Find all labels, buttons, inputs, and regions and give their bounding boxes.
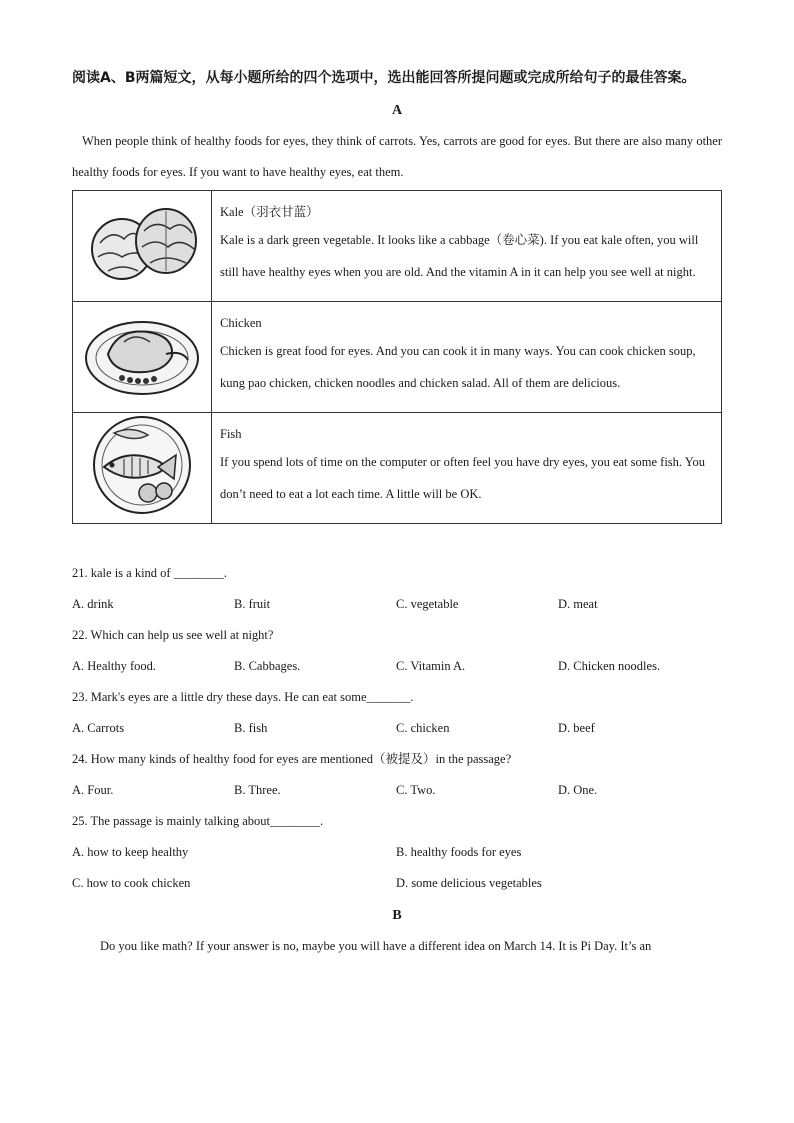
question-25-options-row-2 <box>72 868 722 899</box>
option-a: A. Healthy food. <box>72 659 157 673</box>
food-name-chicken: Chicken <box>220 316 262 330</box>
question-25-options-row-1 <box>72 837 722 868</box>
option-a: A. Four. <box>72 783 114 797</box>
section-a-intro: When people think of healthy foods for eyes, they think of carrots. Yes, carrots are good for eyes. But there are also many other healthy foods for eyes. If you want to have healthy eyes, eat them. <box>72 134 722 179</box>
fish-icon <box>78 413 206 517</box>
kale-picture-cell <box>73 191 212 302</box>
kale-icon <box>78 191 206 291</box>
foods-table <box>72 190 722 524</box>
option-c: C. chicken <box>396 721 450 735</box>
option-c: C. vegetable <box>396 597 459 611</box>
fish-text-cell <box>212 413 722 524</box>
exam-page <box>72 62 722 962</box>
chicken-picture-cell <box>73 302 212 413</box>
question-list <box>72 558 722 899</box>
question-24-stem: 24. How many kinds of healthy food for eyes are mentioned（被提及）in the passage? <box>72 752 512 766</box>
food-text-fish: If you spend lots of time on the computer or often feel you have dry eyes, you eat some fish. You don’t need to eat a lot each time. A little will be OK. <box>220 455 705 501</box>
question-22-options <box>72 651 722 682</box>
option-a: A. Carrots <box>72 721 125 735</box>
kale-text-cell <box>212 191 722 302</box>
food-row-chicken <box>73 302 722 413</box>
section-a-title: A <box>391 103 403 118</box>
food-name-fish: Fish <box>220 427 242 441</box>
question-24-options <box>72 775 722 806</box>
option-c: C. how to cook chicken <box>72 876 191 890</box>
chicken-text-cell <box>212 302 722 413</box>
option-d: D. some delicious vegetables <box>396 876 542 890</box>
option-b: B. fish <box>234 721 268 735</box>
option-c: C. Vitamin A. <box>396 659 466 673</box>
section-b-title: B <box>392 908 402 923</box>
food-name-kale: Kale（羽衣甘蓝） <box>220 205 319 219</box>
question-25-stem: 25. The passage is mainly talking about________. <box>72 814 324 828</box>
option-b: B. Three. <box>234 783 281 797</box>
option-b: B. healthy foods for eyes <box>396 845 522 859</box>
fish-picture-cell <box>73 413 212 524</box>
instruction-text: 阅读A、B两篇短文，从每小题所给的四个选项中，选出能回答所提问题或完成所给句子的最佳答案。 <box>72 70 696 86</box>
option-a: A. drink <box>72 597 114 611</box>
option-a: A. how to keep healthy <box>72 845 189 859</box>
food-text-chicken: Chicken is great food for eyes. And you can cook it in many ways. You can cook chicken soup, kung pao chicken, chicken noodles and chicken salad. All of them are delicious. <box>220 344 696 390</box>
food-row-fish <box>73 413 722 524</box>
question-22-stem: 22. Which can help us see well at night? <box>72 628 274 642</box>
option-d: D. One. <box>558 783 598 797</box>
food-text-kale: Kale is a dark green vegetable. It looks like a cabbage（卷心菜). If you eat kale often, you will still have healthy eyes when you are old. And the vitamin A in it can help you see well at night. <box>220 233 699 279</box>
food-row-kale <box>73 191 722 302</box>
question-23-options <box>72 713 722 744</box>
chicken-icon <box>78 302 206 402</box>
question-21-options <box>72 589 722 620</box>
option-c: C. Two. <box>396 783 436 797</box>
option-d: D. meat <box>558 597 598 611</box>
option-b: B. Cabbages. <box>234 659 301 673</box>
option-d: D. Chicken noodles. <box>558 659 661 673</box>
option-b: B. fruit <box>234 597 271 611</box>
option-d: D. beef <box>558 721 595 735</box>
section-b-intro: Do you like math? If your answer is no, maybe you will have a different idea on March 14. It is Pi Day. It’s an <box>100 939 652 953</box>
question-23-stem: 23. Mark's eyes are a little dry these days. He can eat some_______. <box>72 690 414 704</box>
question-21-stem: 21. kale is a kind of ________. <box>72 566 227 580</box>
